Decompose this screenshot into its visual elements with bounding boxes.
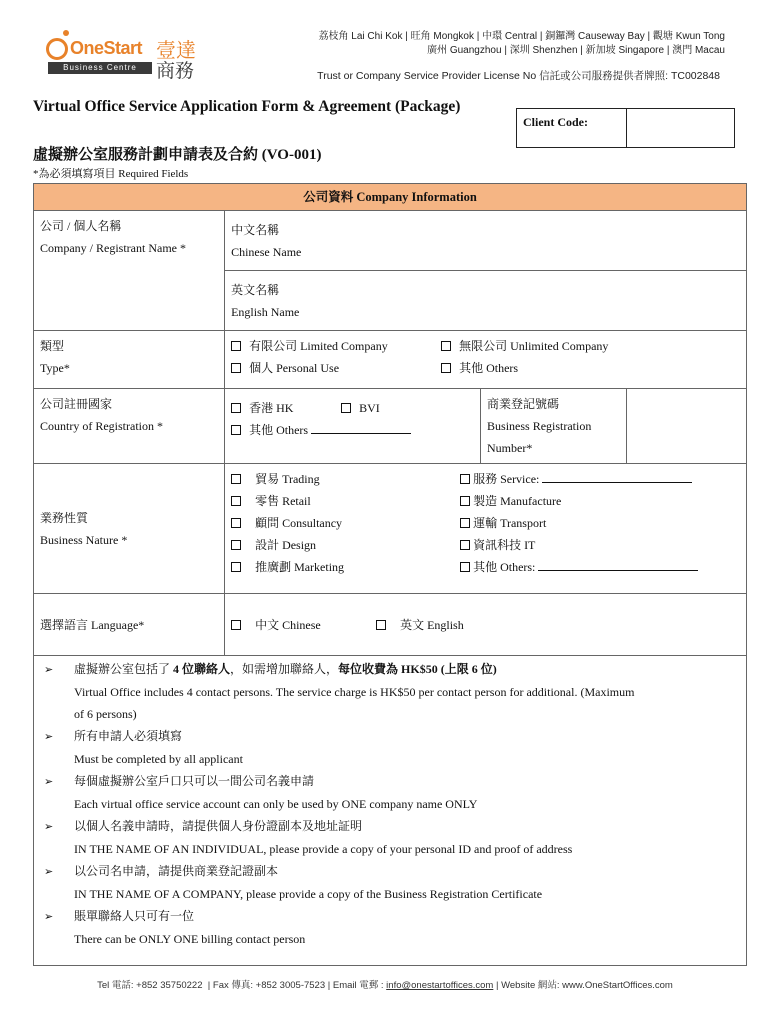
note-text-cn: 每個虛擬辦公室戶口只可以一間公司名義申請 xyxy=(74,774,315,788)
nature-option[interactable] xyxy=(460,534,730,556)
checkbox-icon[interactable] xyxy=(231,363,241,373)
note-item xyxy=(40,658,740,725)
country-option-label: 其他 Others xyxy=(249,423,309,437)
note-text-cn-bold: 每位收費為 HK$50 (上限 6 位) xyxy=(338,662,497,676)
country-option-bvi[interactable] xyxy=(341,397,380,419)
nature-options xyxy=(225,464,747,594)
br-number-label xyxy=(481,389,627,464)
nature-option[interactable] xyxy=(231,556,460,578)
note-text-cn: 賬單聯絡人只可有一位 xyxy=(74,909,195,923)
type-option-unlimited[interactable] xyxy=(441,335,701,357)
nature-option-label: 零售 Retail xyxy=(255,494,311,508)
company-name-label-en: Company / Registrant Name * xyxy=(40,241,186,255)
nature-option[interactable] xyxy=(231,468,460,490)
note-text-en: Virtual Office includes 4 contact persons. The service charge is HK$50 per contact person for additional. (Maximum xyxy=(74,685,635,699)
form-title-en: Virtual Office Service Application Form & Agreement (Package) xyxy=(33,98,461,115)
checkbox-icon[interactable] xyxy=(441,363,451,373)
checkbox-icon[interactable] xyxy=(231,341,241,351)
br-number-field[interactable] xyxy=(626,389,746,464)
nature-option-label: 其他 Others: xyxy=(473,560,536,574)
bullet-arrow-icon: ➢ xyxy=(44,775,54,788)
footer-fax: | Fax 傳真: +852 3005-7523 | Email 電郵 : xyxy=(207,980,387,991)
nature-option-label: 服務 Service: xyxy=(473,472,540,486)
english-name-label-cn: 英文名稱 xyxy=(231,283,280,297)
nature-option-label: 設計 Design xyxy=(255,538,317,552)
bullet-arrow-icon: ➢ xyxy=(44,663,54,676)
nature-label-cn: 業務性質 xyxy=(40,510,89,525)
logo-cn-line1: 壹達 xyxy=(156,38,196,62)
checkbox-icon[interactable] xyxy=(231,562,241,572)
locations-line1: 荔枝角 Lai Chi Kok | 旺角 Mongkok | 中環 Central | 銅鑼灣 Causeway Bay | 觀塘 Kwun Tong xyxy=(318,31,725,42)
type-label xyxy=(34,331,225,389)
checkbox-icon[interactable] xyxy=(231,474,241,484)
required-fields-note: *為必須填寫項目 Required Fields xyxy=(33,168,189,180)
language-option-chinese[interactable] xyxy=(231,614,376,636)
nature-option-label: 資訊科技 IT xyxy=(473,538,536,552)
note-text-en: IN THE NAME OF A COMPANY, please provide a copy of the Business Registration Certificate xyxy=(74,887,543,901)
nature-others-input[interactable] xyxy=(538,570,698,571)
country-option-label: BVI xyxy=(359,401,380,415)
type-option-label: 其他 Others xyxy=(459,361,519,375)
note-item xyxy=(40,860,740,905)
footer-website: | Website 網站: www.OneStartOffices.com xyxy=(493,980,673,991)
country-label xyxy=(34,389,225,464)
language-options xyxy=(225,594,747,656)
note-text-cn: 以公司名申請，請提供商業登記證副本 xyxy=(74,864,279,878)
checkbox-icon[interactable] xyxy=(231,540,241,550)
logo-tagline: Business Centre xyxy=(48,62,152,74)
locations-line2: 廣州 Guangzhou | 深圳 Shenzhen | 新加坡 Singapore | 澳門 Macau xyxy=(427,45,725,56)
checkbox-icon[interactable] xyxy=(376,620,386,630)
note-text-en: of 6 persons) xyxy=(74,707,137,721)
footer-tel: Tel 電話: +852 35750222 xyxy=(97,980,203,991)
nature-option[interactable] xyxy=(460,556,730,578)
nature-label xyxy=(34,464,225,594)
logo-name-one: One xyxy=(70,38,104,58)
country-option-label: 香港 HK xyxy=(249,401,294,415)
checkbox-icon[interactable] xyxy=(231,425,241,435)
nature-option-label: 製造 Manufacture xyxy=(473,494,562,508)
nature-option[interactable] xyxy=(231,534,460,556)
logo-dot xyxy=(63,30,69,36)
bullet-arrow-icon: ➢ xyxy=(44,910,54,923)
bullet-arrow-icon: ➢ xyxy=(44,820,54,833)
checkbox-icon[interactable] xyxy=(341,403,351,413)
note-text-en: There can be ONLY ONE billing contact person xyxy=(74,932,306,946)
bullet-arrow-icon: ➢ xyxy=(44,730,54,743)
note-text-en: Each virtual office service account can only be used by ONE company name ONLY xyxy=(74,797,478,811)
country-option-others[interactable] xyxy=(231,419,474,441)
company-name-label-cn: 公司 / 個人名稱 xyxy=(40,219,122,233)
nature-option[interactable] xyxy=(231,512,460,534)
type-option-others[interactable] xyxy=(441,357,701,379)
note-text-cn: 虛擬辦公室包括了 xyxy=(74,662,174,676)
note-text-cn: 所有申請人必須填寫 xyxy=(74,729,183,743)
nature-option-label: 貿易 Trading xyxy=(255,472,320,486)
checkbox-icon[interactable] xyxy=(460,518,470,528)
type-label-en: Type* xyxy=(40,361,70,375)
type-options xyxy=(225,331,747,389)
english-name-label-en: English Name xyxy=(231,305,300,319)
logo-name-start: Start xyxy=(103,38,143,58)
language-option-label: 中文 Chinese xyxy=(255,617,321,632)
nature-option[interactable] xyxy=(460,512,730,534)
client-code-box xyxy=(516,108,735,148)
form-title-cn: 虛擬辦公室服務計劃申請表及合約 (VO-001) xyxy=(33,147,322,163)
country-others-input[interactable] xyxy=(311,433,411,434)
office-locations xyxy=(319,30,725,58)
nature-option-label: 運輸 Transport xyxy=(473,516,547,530)
nature-option[interactable] xyxy=(460,468,730,490)
note-text-en: Must be completed by all applicant xyxy=(74,752,243,766)
company-information-table xyxy=(33,183,747,656)
client-code-field[interactable] xyxy=(627,109,734,147)
note-text-cn: ，如需增加聯絡人， xyxy=(230,662,339,676)
country-label-cn: 公司註冊國家 xyxy=(40,397,113,411)
checkbox-icon[interactable] xyxy=(460,496,470,506)
br-label-en-2: Number* xyxy=(487,441,533,455)
checkbox-icon[interactable] xyxy=(231,403,241,413)
language-option-label: 英文 English xyxy=(400,617,464,632)
language-option-english[interactable] xyxy=(376,614,464,636)
note-text-cn: 以個人名義申請時，請提供個人身份證副本及地址証明 xyxy=(74,819,363,833)
checkbox-icon[interactable] xyxy=(441,341,451,351)
chinese-name-label-en: Chinese Name xyxy=(231,245,302,259)
nature-option-label: 顧問 Consultancy xyxy=(255,516,343,530)
company-logo xyxy=(44,30,204,80)
checkbox-icon[interactable] xyxy=(460,562,470,572)
bullet-arrow-icon: ➢ xyxy=(44,865,54,878)
note-item xyxy=(40,770,740,815)
type-option-label: 個人 Personal Use xyxy=(249,361,340,375)
type-option-limited[interactable] xyxy=(231,335,441,357)
terms-notes xyxy=(33,654,747,966)
english-name-field[interactable] xyxy=(225,271,747,331)
nature-option-label: 推廣劃 Marketing xyxy=(255,560,345,574)
chinese-name-field[interactable] xyxy=(225,211,747,271)
type-label-cn: 類型 xyxy=(40,339,65,353)
company-name-label xyxy=(34,211,225,331)
type-option-label: 無限公司 Unlimited Company xyxy=(459,339,609,353)
note-item xyxy=(40,815,740,860)
checkbox-icon[interactable] xyxy=(231,518,241,528)
country-label-en: Country of Registration * xyxy=(40,419,163,433)
section-header: 公司資料 Company Information xyxy=(34,184,747,211)
page-footer xyxy=(0,977,770,991)
logo-ring xyxy=(46,38,68,60)
note-text-en: IN THE NAME OF AN INDIVIDUAL, please provide a copy of your personal ID and proof of address xyxy=(74,842,573,856)
type-option-label: 有限公司 Limited Company xyxy=(249,339,388,353)
checkbox-icon[interactable] xyxy=(460,474,470,484)
nature-option[interactable] xyxy=(231,490,460,512)
br-label-cn: 商業登記號碼 xyxy=(487,397,560,411)
checkbox-icon[interactable] xyxy=(231,496,241,506)
client-code-label: Client Code: xyxy=(517,109,627,147)
chinese-name-label-cn: 中文名稱 xyxy=(231,223,280,237)
license-number: Trust or Company Service Provider License No 信託或公司服務提供者牌照: TC002848 xyxy=(317,70,720,82)
country-options xyxy=(225,389,481,464)
checkbox-icon[interactable] xyxy=(231,620,241,630)
nature-option[interactable] xyxy=(460,490,730,512)
note-text-cn-bold: 4 位聯絡人 xyxy=(173,662,231,676)
br-label-en-1: Business Registration xyxy=(487,419,592,433)
type-option-personal[interactable] xyxy=(231,357,441,379)
logo-cn-line2: 商務 xyxy=(156,60,195,82)
note-item xyxy=(40,725,740,770)
language-label: 選擇語言 Language* xyxy=(34,594,225,656)
nature-service-input[interactable] xyxy=(542,482,692,483)
footer-email-link[interactable]: info@onestartoffices.com xyxy=(386,980,494,991)
note-item xyxy=(40,905,740,950)
country-option-hk[interactable] xyxy=(231,397,341,419)
checkbox-icon[interactable] xyxy=(460,540,470,550)
nature-label-en: Business Nature * xyxy=(40,532,128,547)
